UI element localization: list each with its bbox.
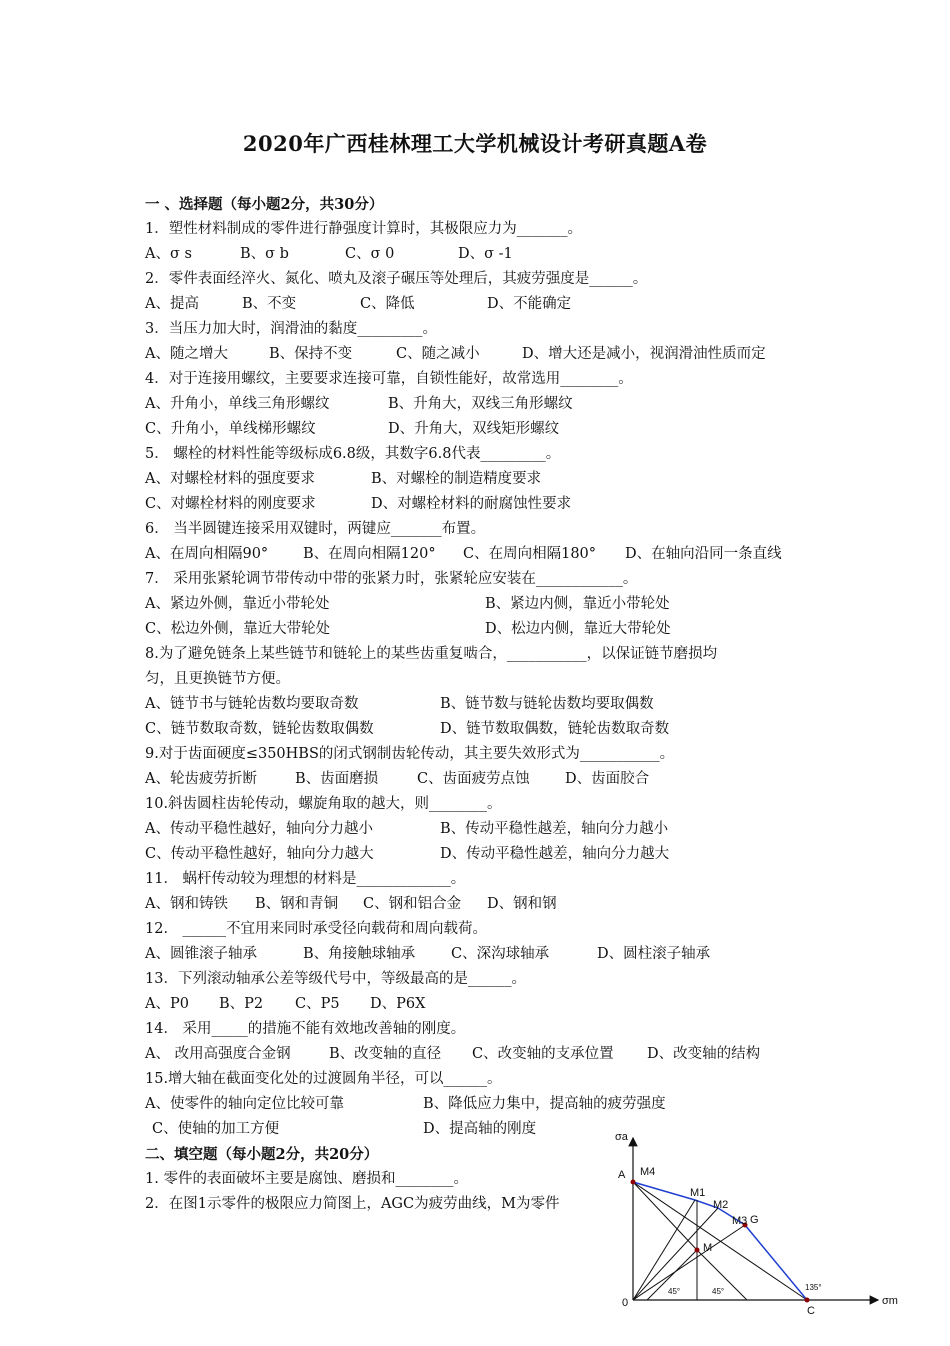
question-13-options [145,992,825,1017]
point-m [695,1248,700,1253]
question-13: 13．下列滚动轴承公差等级代号中，等级最高的是______。 [145,971,526,987]
question-3: 3．当压力加大时，润滑油的黏度_________。 [145,321,437,337]
question-8-options-row1 [145,692,825,717]
section2-heading: 二、填空题（每小题2分，共20分） [145,1146,379,1163]
question-6-options [145,542,825,567]
question-4-options-row1 [145,392,825,417]
option-c: C、链节数取奇数，链轮齿数取偶数 [145,721,374,737]
option-c: C、使轴的加工方便 [152,1121,280,1137]
option-c: C、降低 [360,296,415,312]
question-7: 7． 采用张紧轮调节带传动中带的张紧力时，张紧轮应安装在____________。 [145,571,638,587]
option-d: D、不能确定 [487,296,572,312]
option-b: B、紧边内侧，靠近小带轮处 [485,596,670,612]
ray-m3 [633,1225,745,1300]
option-b: B、对螺栓的制造精度要求 [371,471,542,487]
label-c: C [807,1305,815,1317]
option-d: D、提高轴的刚度 [423,1121,537,1137]
option-d: D、P6X [370,996,426,1012]
question-11: 11． 蜗杆传动较为理想的材料是_____________。 [145,871,466,887]
question-2: 2．零件表面经淬火、氮化、喷丸及滚子碾压等处理后，其疲劳强度是______。 [145,271,648,287]
option-a: A、使零件的轴向定位比较可靠 [145,1096,344,1112]
option-a: A、紧边外侧，靠近小带轮处 [145,596,330,612]
option-a: A、传动平稳性越好，轴向分力越小 [145,821,373,837]
option-c: C、对螺栓材料的刚度要求 [145,496,316,512]
option-c: C、P5 [295,996,340,1012]
option-b: B、σ b [240,246,289,262]
line-m4-m [633,1182,697,1250]
diagram-svg [600,1128,910,1323]
label-angle-left: 45° [668,1287,681,1296]
option-a: A、链节书与链轮齿数均要取奇数 [145,696,359,712]
question-4: 4．对于连接用螺纹，主要要求连接可靠，自锁性能好，故常选用________。 [145,371,633,387]
question-11-options [145,892,825,917]
option-c: C、传动平稳性越好，轴向分力越大 [145,846,374,862]
question-9-options [145,767,825,792]
question-10: 10.斜齿圆柱齿轮传动，螺旋角取的越大，则________。 [145,796,502,812]
question-1: 1．塑性材料制成的零件进行静强度计算时，其极限应力为_______。 [145,221,582,237]
option-a: A、 改用高强度合金钢 [145,1046,291,1062]
option-c: C、在周向相隔180° [463,546,597,562]
option-b: B、链节数与链轮齿数均要取偶数 [440,696,654,712]
option-a: A、钢和铸铁 [145,896,228,912]
question-8-continued: 匀，且更换链节方便。 [145,671,290,687]
question-1-options [145,242,825,267]
question-2-options [145,292,825,317]
option-a: A、轮齿疲劳折断 [145,771,257,787]
option-a: A、圆锥滚子轴承 [145,946,257,962]
option-c: C、随之减小 [396,346,480,362]
option-d: D、松边内侧，靠近大带轮处 [485,621,671,637]
option-b: B、不变 [242,296,297,312]
option-a: A、在周向相隔90° [145,546,269,562]
option-d: D、升角大，双线矩形螺纹 [388,421,560,437]
label-g: G [750,1214,759,1226]
option-c: C、深沟球轴承 [451,946,550,962]
option-d: D、改变轴的结构 [647,1046,761,1062]
question-7-options-row1 [145,592,825,617]
option-a: A、对螺栓材料的强度要求 [145,471,315,487]
option-d: D、对螺栓材料的耐腐蚀性要求 [371,496,572,512]
question-7-options-row2 [145,617,825,642]
option-d: D、链节数取偶数，链轮齿数取奇数 [440,721,670,737]
question-14-options [145,1042,825,1067]
question-12-options [145,942,825,967]
section1-heading: 一 、选择题（每小题2分，共30分） [145,196,384,213]
question-8: 8.为了避免链条上某些链节和链轮上的某些齿重复啮合，___________，以保证链节磨损均 [145,646,718,662]
limit-stress-diagram [600,1128,910,1323]
option-d: D、σ -1 [458,246,513,262]
option-a: A、随之增大 [145,346,228,362]
label-m4: M4 [640,1166,656,1178]
option-d: D、齿面胶合 [565,771,650,787]
question-14: 14． 采用_____的措施不能有效地改善轴的刚度。 [145,1021,466,1037]
question-12: 12． ______不宜用来同时承受径向载荷和周向载荷。 [145,921,488,937]
option-c: C、升角小，单线梯形螺纹 [145,421,316,437]
option-a: A、σ s [145,246,192,262]
option-d: D、圆柱滚子轴承 [597,946,711,962]
option-b: B、升角大，双线三角形螺纹 [388,396,573,412]
option-d: D、在轴向沿同一条直线 [625,546,782,562]
point-a [631,1180,636,1185]
question-8-options-row2 [145,717,825,742]
label-sigma-m: σm [882,1295,898,1307]
option-d: D、钢和钢 [487,896,557,912]
fill-question-1: 1. 零件的表面破坏主要是腐蚀、磨损和________。 [145,1171,468,1187]
option-c: C、σ 0 [345,246,395,262]
option-b: B、在周向相隔120° [303,546,436,562]
page-title: 2020年广西桂林理工大学机械设计考研真题A卷 [242,131,708,156]
point-c [805,1298,810,1303]
option-d: D、增大还是减小，视润滑油性质而定 [522,346,766,362]
label-angle-right: 45° [712,1287,725,1296]
option-b: B、传动平稳性越差，轴向分力越小 [440,821,669,837]
question-5-options-row1 [145,467,825,492]
label-m3: M3 [732,1215,748,1227]
question-9: 9.对于齿面硬度≤350HBS的闭式钢制齿轮传动，其主要失效形式为___________。 [145,746,675,762]
label-sigma-a: σa [615,1131,628,1143]
option-a: A、P0 [145,996,189,1012]
question-15-options-row1 [145,1092,825,1117]
option-b: B、齿面磨损 [295,771,379,787]
option-a: A、提高 [145,296,199,312]
label-angle-135: 135° [805,1283,822,1292]
option-c: C、齿面疲劳点蚀 [417,771,530,787]
option-c: C、钢和铝合金 [363,896,462,912]
question-4-options-row2 [145,417,825,442]
question-10-options-row2 [145,842,825,867]
option-b: B、角接触球轴承 [303,946,416,962]
label-m2: M2 [713,1199,729,1211]
question-15: 15.增大轴在截面变化处的过渡圆角半径，可以______。 [145,1071,502,1087]
option-b: B、降低应力集中，提高轴的疲劳强度 [423,1096,666,1112]
option-c: C、改变轴的支承位置 [472,1046,614,1062]
label-a: A [618,1169,626,1181]
option-c: C、松边外侧，靠近大带轮处 [145,621,331,637]
option-b: B、保持不变 [269,346,353,362]
question-10-options-row1 [145,817,825,842]
question-5: 5． 螺栓的材料性能等级标成6.8级，其数字6.8代表_________。 [145,446,561,462]
label-m1: M1 [690,1187,706,1199]
option-b: B、P2 [219,996,264,1012]
fill-question-2: 2．在图1示零件的极限应力简图上，AGC为疲劳曲线，M为零件 [145,1196,560,1212]
option-a: A、升角小，单线三角形螺纹 [145,396,330,412]
exam-content [145,192,825,1217]
label-origin: 0 [622,1297,629,1309]
question-3-options [145,342,825,367]
option-b: B、改变轴的直径 [329,1046,442,1062]
question-5-options-row2 [145,492,825,517]
option-b: B、钢和青铜 [255,896,339,912]
question-6: 6． 当半圆键连接采用双键时，两键应_______布置。 [145,521,486,537]
option-d: D、传动平稳性越差，轴向分力越大 [440,846,670,862]
label-m: M [703,1242,713,1254]
